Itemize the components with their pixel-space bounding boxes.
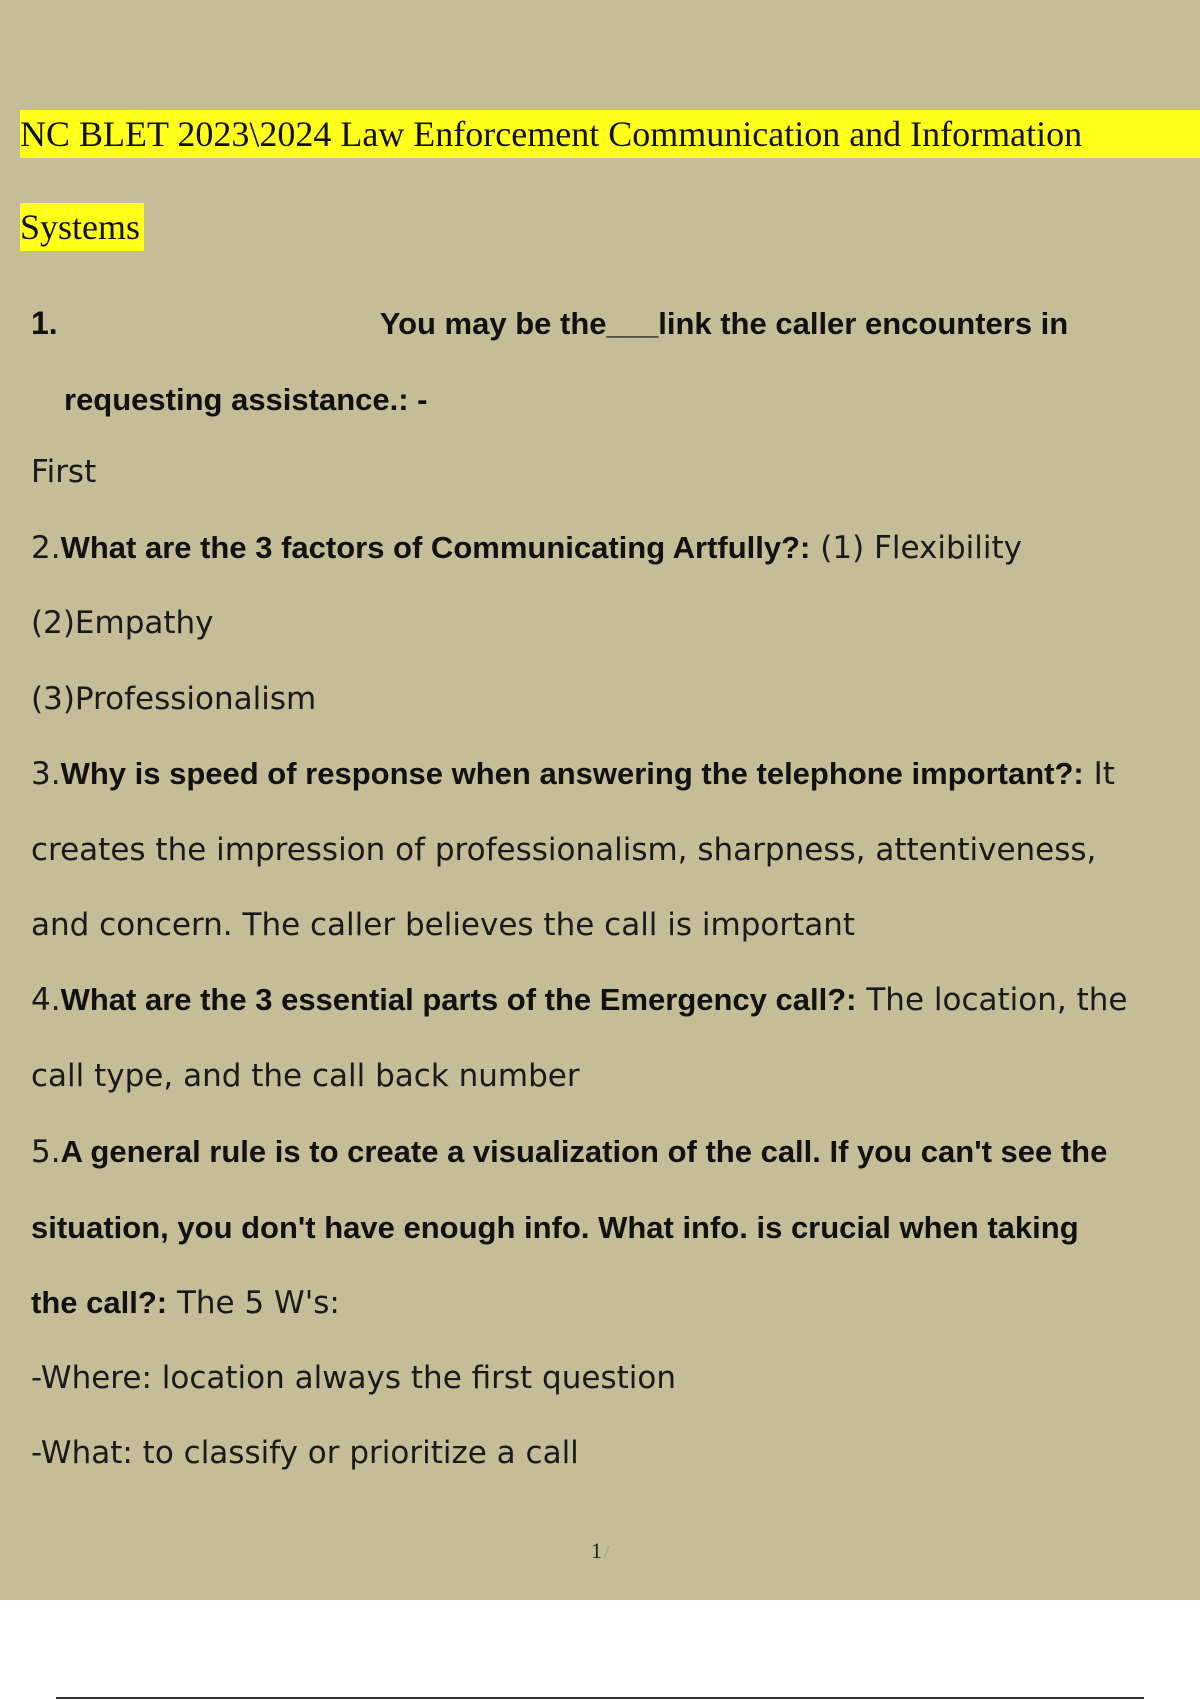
item-1-question-part-2: requesting assistance.: - [64, 382, 428, 417]
item-2-question: What are the 3 factors of Communicating Artfully?: [60, 530, 811, 565]
item-3-number: 3. [31, 756, 61, 792]
page-number [0, 1538, 1200, 1564]
item-1-line-2 [64, 380, 428, 420]
item-4-question: What are the 3 essential parts of the Emergency call?: [60, 982, 857, 1017]
item-5-question-line-1: A general rule is to create a visualization of the call. If you can't see the [60, 1134, 1108, 1169]
document-title-line-2: Systems [20, 203, 144, 251]
next-page-divider [56, 1697, 1144, 1699]
item-2-number: 2. [31, 530, 61, 566]
item-3-answer-line-3: and concern. The caller believes the call is important [31, 907, 856, 943]
document-title-line-1: NC BLET 2023\2024 Law Enforcement Communication and Information [20, 110, 1200, 158]
item-5-number: 5. [31, 1134, 61, 1170]
item-2-answer-line-2: (2)Empathy [31, 605, 214, 641]
item-5-line-3 [31, 1283, 340, 1323]
item-5-answer-line-2: -Where: location always the first question [31, 1360, 676, 1396]
item-1-answer: First [31, 454, 97, 490]
page-number-separator: / [603, 1542, 609, 1562]
item-5-line-2 [31, 1208, 1079, 1248]
item-3-question: Why is speed of response when answering the telephone important?: [60, 756, 1084, 791]
item-5-question-line-3: the call?: [31, 1285, 168, 1320]
item-4-line-1 [31, 980, 1127, 1020]
item-4-answer-line-2: call type, and the call back number [31, 1058, 580, 1094]
item-2-line-1 [31, 528, 1022, 568]
item-5-line-1 [31, 1132, 1107, 1172]
item-4-answer-line-1: The location, the [866, 982, 1128, 1018]
page-number-value: 1 [590, 1538, 602, 1563]
item-4-number: 4. [31, 982, 61, 1018]
item-1-question-part-1: You may be the___link the caller encounters in [379, 306, 1069, 341]
item-5-answer-line-3: -What: to classify or prioritize a call [31, 1435, 579, 1471]
item-3-line-1 [31, 754, 1115, 794]
item-5-question-line-2: situation, you don't have enough info. What info. is crucial when taking [31, 1210, 1079, 1245]
item-1-number: 1. [31, 305, 58, 341]
item-5-answer-line-1: The 5 W's: [176, 1285, 340, 1321]
item-3-answer-line-1: It [1093, 756, 1115, 792]
item-2-answer-line-3: (3)Professionalism [31, 681, 317, 717]
item-3-answer-line-2: creates the impression of professionalism, sharpness, attentiveness, [31, 832, 1097, 868]
item-2-answer-line-1: (1) Flexibility [820, 530, 1022, 566]
item-1-line-1 [31, 303, 1068, 344]
